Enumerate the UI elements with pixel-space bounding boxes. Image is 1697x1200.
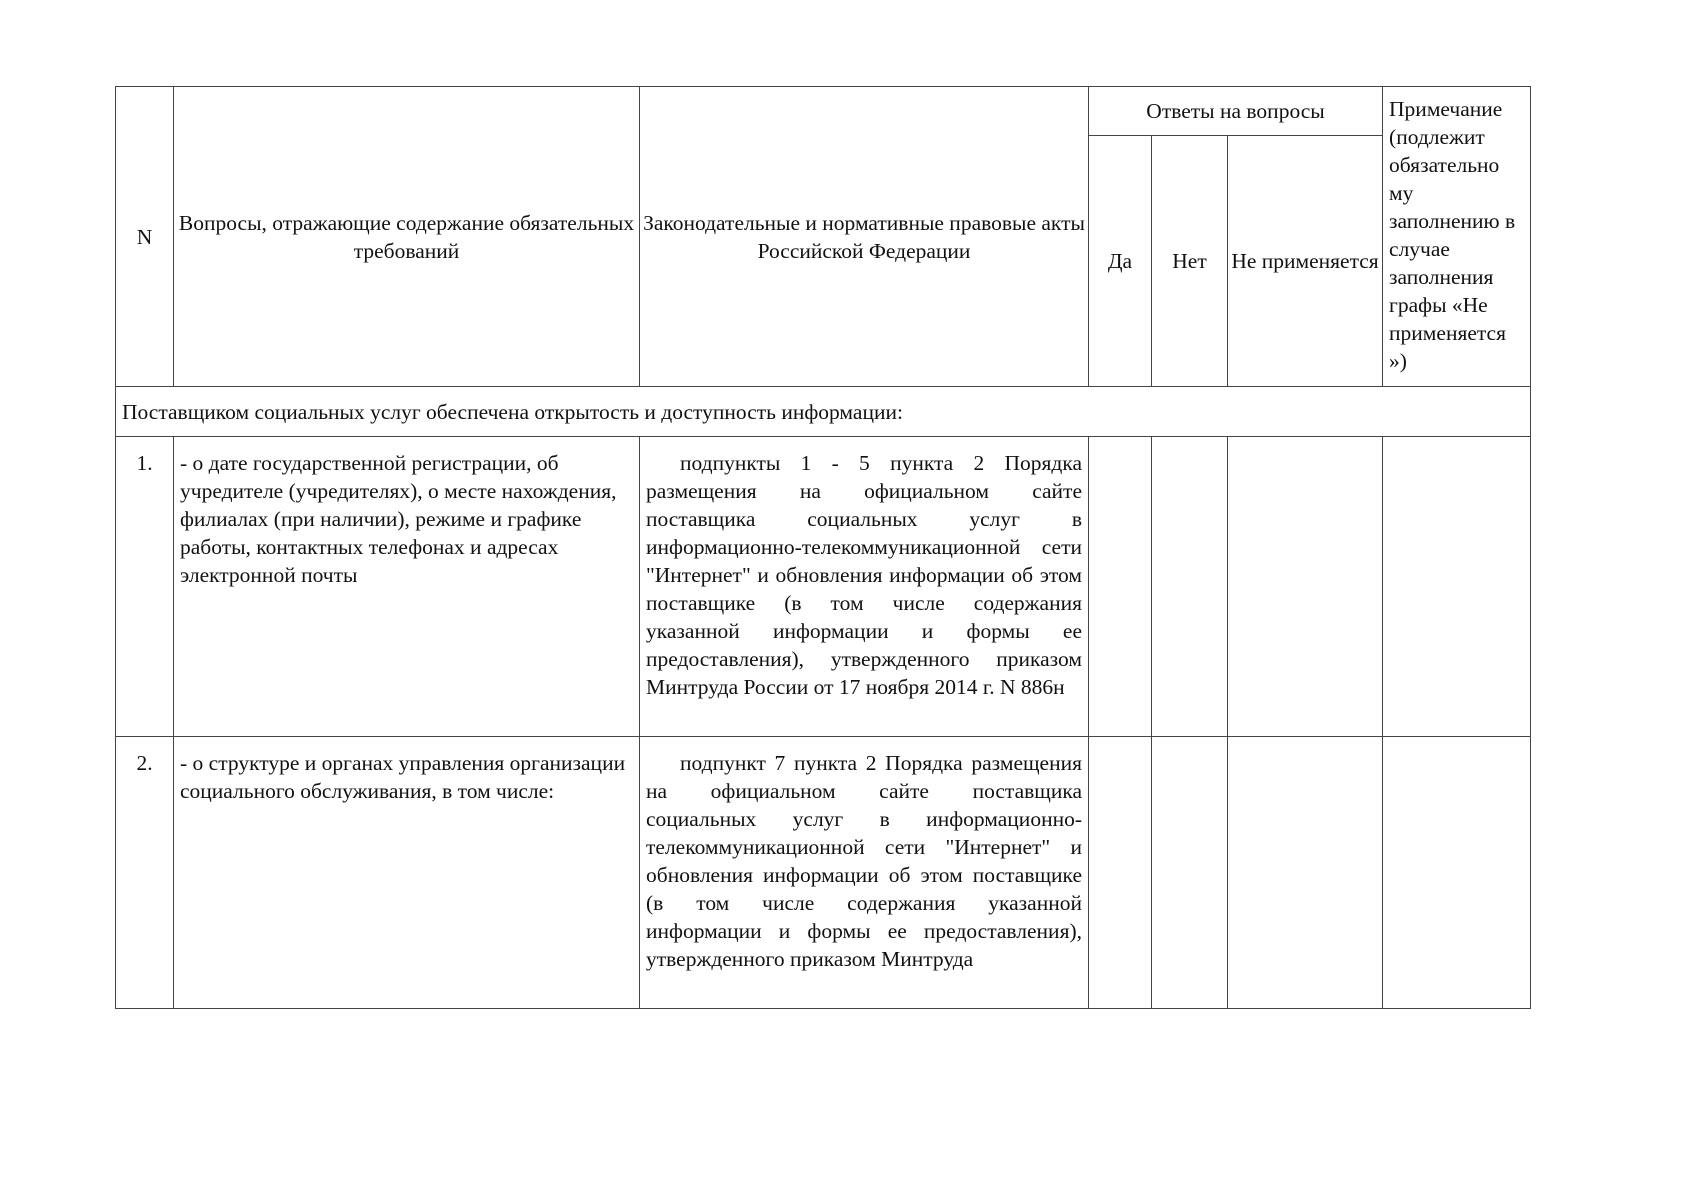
row-law-clip: [646, 749, 1082, 999]
table-row: [116, 437, 1531, 737]
row-law-cell: [640, 437, 1089, 737]
table-row: [116, 737, 1531, 1009]
header-row-top: [116, 87, 1531, 136]
row-law: подпункт 7 пункта 2 Порядка размещения на официальном сайте поставщика социальных услуг в информационно-телекоммуникационной сети "Интернет" и обновления информации об этом поставщике (в том числе содержания указанной информации и формы ее предоставления), утвержденного приказом Минтруда: [646, 751, 1082, 971]
section-title: Поставщиком социальных услуг обеспечена открытость и доступность информации:: [116, 387, 1531, 437]
row-number: 2.: [116, 737, 174, 1009]
row-question: - о структуре и органах управления организации социального обслуживания, в том числе:: [174, 737, 640, 1009]
checklist-table: [115, 86, 1531, 1009]
header-answers-group: Ответы на вопросы: [1089, 87, 1383, 136]
header-no: Нет: [1152, 136, 1228, 387]
row-number: 1.: [116, 437, 174, 737]
header-note: Примечание (подлежит обязательно му заполнению в случае заполнения графы «Не применяется »): [1383, 87, 1531, 387]
row-answer-no[interactable]: [1152, 437, 1228, 737]
row-note[interactable]: [1383, 737, 1531, 1009]
row-law-cell: [640, 737, 1089, 1009]
header-laws: Законодательные и нормативные правовые акты Российской Федерации: [640, 87, 1089, 387]
header-not-applicable: Не применяется: [1228, 136, 1383, 387]
row-answer-yes[interactable]: [1089, 737, 1152, 1009]
row-answer-yes[interactable]: [1089, 437, 1152, 737]
row-note[interactable]: [1383, 437, 1531, 737]
row-law: подпункты 1 - 5 пункта 2 Порядка размещения на официальном сайте поставщика социальных услуг в информационно-телекоммуникационной сети "Интернет" и обновления информации об этом поставщике (в том числе содержания указанной информации и формы ее предоставления), утвержденного приказом Минтруда России от 17 ноября 2014 г. N 886н: [646, 451, 1082, 699]
row-question: - о дате государственной регистрации, об учредителе (учредителях), о месте нахождения, филиалах (при наличии), режиме и графике работы, контактных телефонах и адресах электронной почты: [174, 437, 640, 737]
header-questions: Вопросы, отражающие содержание обязательных требований: [174, 87, 640, 387]
header-yes: Да: [1089, 136, 1152, 387]
row-answer-not-applicable[interactable]: [1228, 437, 1383, 737]
row-answer-not-applicable[interactable]: [1228, 737, 1383, 1009]
section-row: [116, 387, 1531, 437]
row-answer-no[interactable]: [1152, 737, 1228, 1009]
header-num: N: [116, 87, 174, 387]
